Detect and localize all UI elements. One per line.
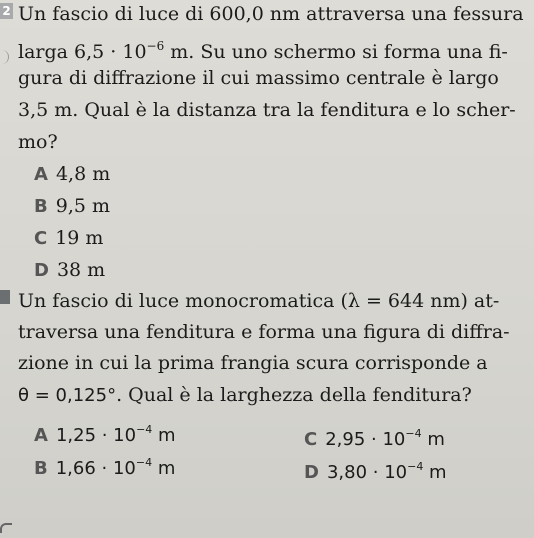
answer-letter: C bbox=[304, 429, 318, 450]
q2-text-line-2: traversa una fenditura e forma una figura di diffra- bbox=[18, 321, 510, 343]
q2-text-line-4 bbox=[18, 384, 472, 407]
q1-answer-d[interactable] bbox=[34, 259, 105, 282]
q1-answer-c[interactable] bbox=[34, 227, 103, 250]
answer-letter: B bbox=[34, 458, 48, 479]
q2-angle-value: θ = 0,125° bbox=[18, 385, 117, 406]
q1-text-line-3: gura di diffrazione il cui massimo centrale è largo bbox=[18, 67, 499, 89]
q2-answer-c[interactable] bbox=[304, 423, 445, 451]
answer-value: 9,5 m bbox=[55, 195, 111, 217]
q1-answer-b[interactable] bbox=[34, 195, 110, 218]
q1-text-line-4: 3,5 m. Qual è la distanza tra la fenditura e lo scher- bbox=[18, 99, 516, 121]
answer-letter: A bbox=[34, 425, 48, 446]
q2-answer-a[interactable] bbox=[34, 419, 176, 447]
next-question-fragment bbox=[0, 523, 12, 533]
question-number-badge: 2 bbox=[0, 3, 13, 19]
q2-answer-b[interactable] bbox=[34, 452, 175, 480]
answer-letter: D bbox=[34, 260, 49, 281]
q1-line2-post: m. Su uno schermo si forma una fi- bbox=[164, 41, 508, 63]
q1-answer-a[interactable] bbox=[34, 163, 110, 186]
answer-letter: B bbox=[34, 196, 48, 217]
answer-value: $1,25 \cdot 10^{-4}$ m bbox=[55, 423, 176, 446]
answer-letter: D bbox=[304, 462, 319, 483]
q1-text-line-5: mo? bbox=[18, 131, 58, 153]
answer-value: 19 m bbox=[55, 227, 104, 249]
answer-value: 4,8 m bbox=[55, 163, 111, 185]
q2-answer-d[interactable] bbox=[304, 456, 447, 484]
question-marker bbox=[0, 290, 10, 304]
answer-value: $2,95 \cdot 10^{-4}$ m bbox=[325, 427, 445, 450]
answer-value: $3,80 \cdot 10^{-4}$ m bbox=[326, 460, 447, 483]
answer-letter: A bbox=[34, 164, 48, 185]
answer-value: 38 m bbox=[56, 259, 106, 281]
answer-value: $1,66 \cdot 10^{-4}$ m bbox=[55, 456, 176, 479]
q1-text-line-2 bbox=[18, 35, 508, 63]
q1-line2-pre: larga 6,5 · 10 bbox=[18, 41, 147, 63]
q2-text-line-3: zione in cui la prima frangia scura corrisponde a bbox=[18, 352, 488, 374]
page-curl-mark bbox=[0, 50, 9, 64]
answer-letter: C bbox=[34, 228, 48, 249]
q1-line2-exponent: −6 bbox=[146, 39, 165, 53]
q2-line4-post: . Qual è la larghezza della fenditura? bbox=[116, 384, 472, 406]
q2-text-line-1: Un fascio di luce monocromatica (λ = 644 nm) at- bbox=[18, 290, 500, 312]
q1-text-line-1: Un fascio di luce di 600,0 nm attraversa una fessura bbox=[18, 3, 524, 25]
